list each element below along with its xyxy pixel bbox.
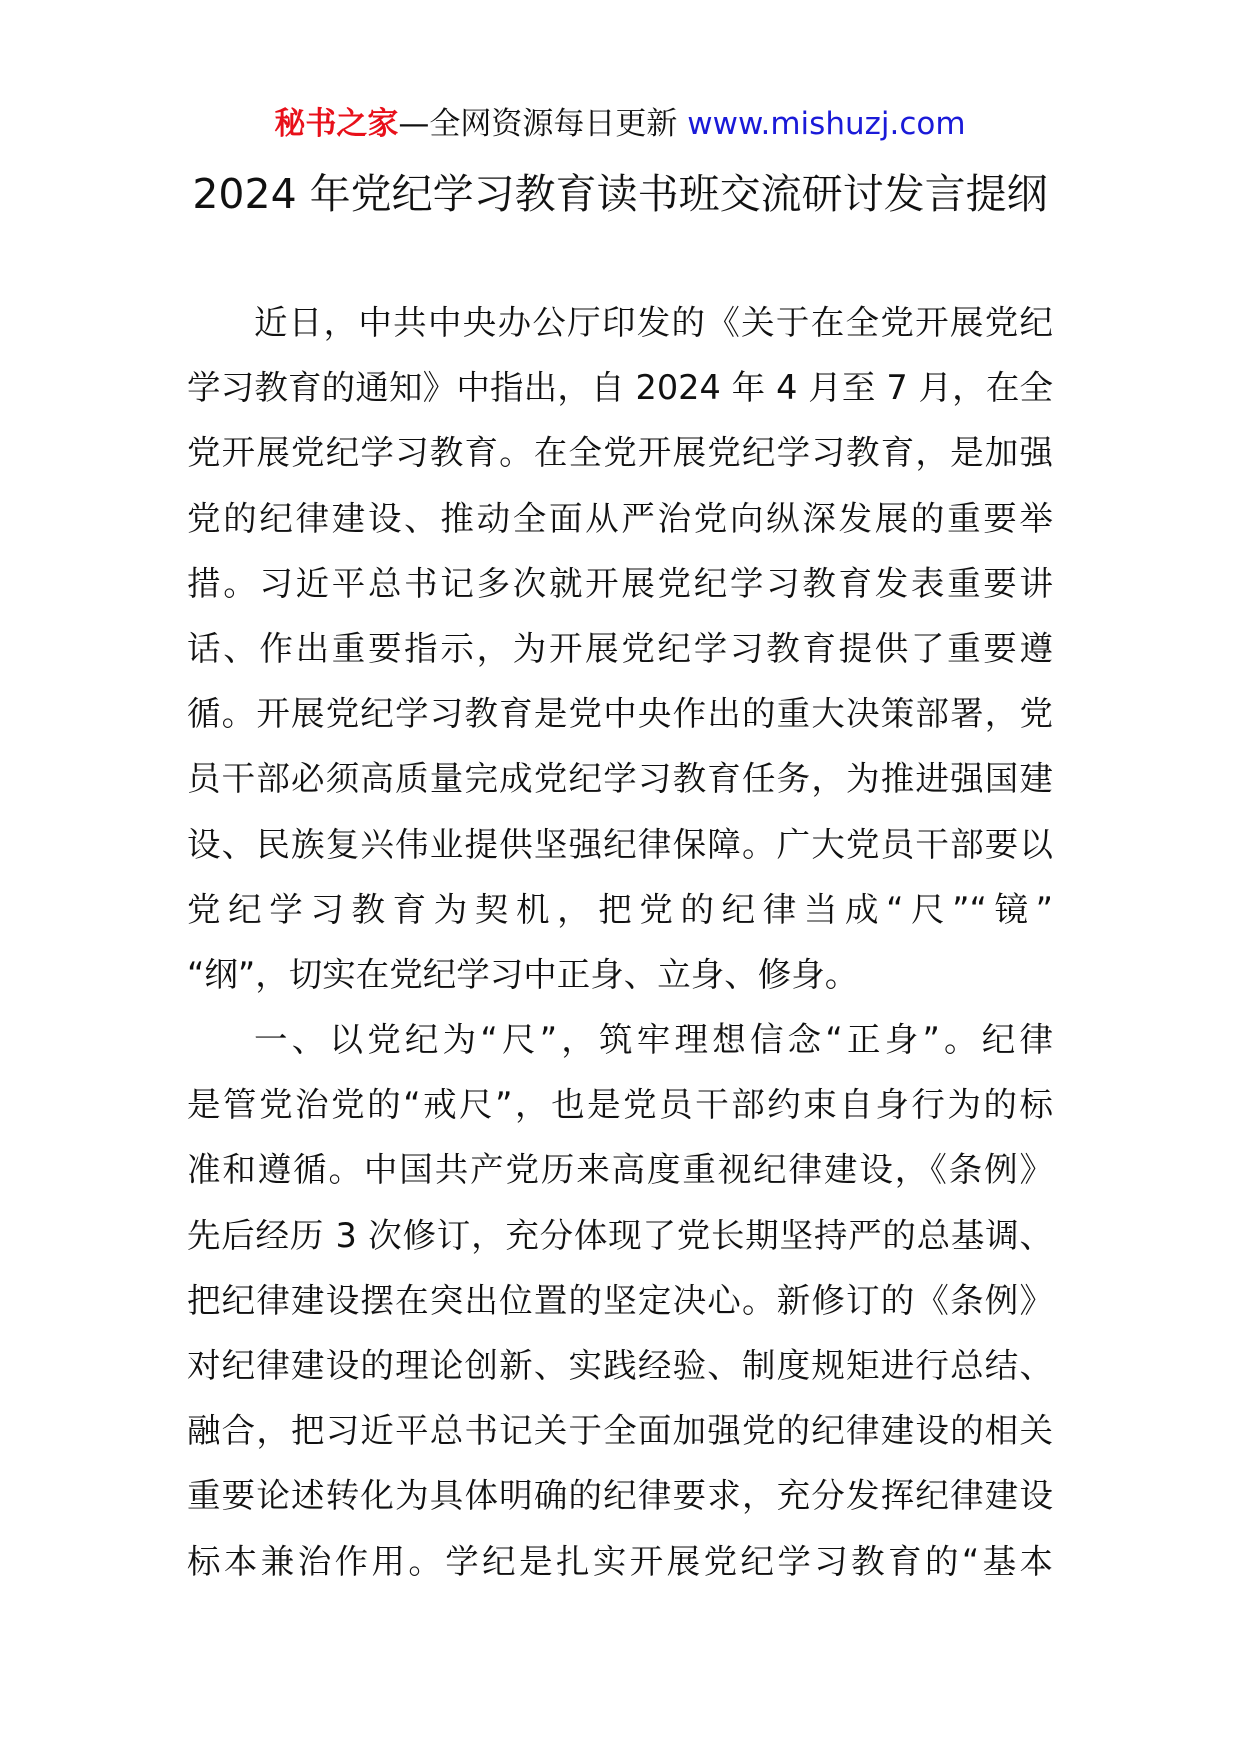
brand-name: 秘书之家 [274, 106, 399, 142]
text-line: 党开展党纪学习教育。在全党开展党纪学习教育，是加强 [187, 433, 1053, 473]
text-line: 学习教育的通知》中指出，自 2024 年 4 月至 7 月，在全 [187, 368, 1053, 408]
paragraph-2 [187, 1007, 1053, 1594]
text-line: 循。开展党纪学习教育是党中央作出的重大决策部署，党 [187, 694, 1053, 734]
text-line: 把纪律建设摆在突出位置的坚定决心。新修订的《条例》 [187, 1280, 1053, 1320]
document-body [187, 290, 1053, 1594]
text-line: 近日，中共中央办公厅印发的《关于在全党开展党纪 [254, 303, 1053, 342]
text-line: 是管党治党的“戒尺”，也是党员干部约束自身行为的标 [187, 1085, 1053, 1125]
text-line: 对纪律建设的理论创新、实践经验、制度规矩进行总结、 [187, 1346, 1053, 1385]
text-line: 融合，把习近平总书记关于全面加强党的纪律建设的相关 [187, 1411, 1053, 1451]
paragraph-1 [187, 290, 1053, 1007]
text-line: 设、民族复兴伟业提供坚强纪律保障。广大党员干部要以 [187, 824, 1053, 864]
text-line: 党纪学习教育为契机，把党的纪律当成“尺”“镜” [187, 889, 1053, 929]
text-line: 先后经历 3 次修订，充分体现了党长期坚持严的总基调、 [187, 1215, 1053, 1255]
text-line: 党的纪律建设、推动全面从严治党向纵深发展的重要举 [187, 498, 1053, 538]
text-line: “纲”，切实在党纪学习中正身、立身、修身。 [187, 954, 859, 994]
text-line: 措。习近平总书记多次就开展党纪学习教育发表重要讲 [187, 563, 1053, 603]
text-line: 话、作出重要指示，为开展党纪学习教育提供了重要遵 [187, 628, 1053, 668]
text-line: 员干部必须高质量完成党纪学习教育任务，为推进强国建 [187, 759, 1053, 799]
site-header [0, 100, 1240, 148]
text-line: 重要论述转化为具体明确的纪律要求，充分发挥纪律建设 [187, 1476, 1053, 1516]
site-url-link[interactable]: www.mishuzj.com [687, 106, 966, 142]
document-title: 2024 年党纪学习教育读书班交流研讨发言提纲 [192, 170, 1048, 218]
text-line: 一、以党纪为“尺”，筑牢理想信念“正身”。纪律 [254, 1020, 1053, 1060]
header-tagline: —全网资源每日更新 [398, 106, 688, 142]
text-line: 准和遵循。中国共产党历来高度重视纪律建设，《条例》 [187, 1150, 1053, 1190]
text-line: 标本兼治作用。学纪是扎实开展党纪学习教育的“基本 [187, 1541, 1053, 1581]
